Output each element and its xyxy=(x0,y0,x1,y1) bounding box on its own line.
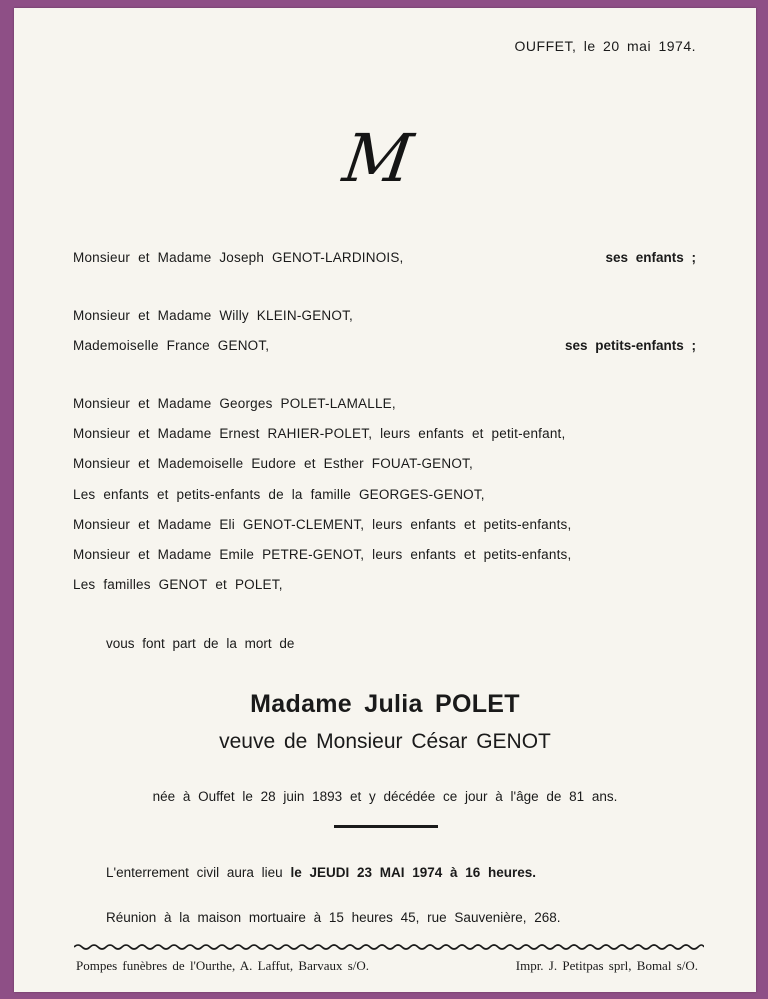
burial-date: le JEUDI 23 MAI 1974 à 16 heures. xyxy=(290,865,537,880)
reunion-line: Réunion à la maison mortuaire à 15 heures 45, rue Sauvenière, 268. xyxy=(106,910,561,925)
grandchild-line: Mademoiselle France GENOT, xyxy=(73,338,270,353)
burial-line xyxy=(106,865,536,880)
relative-line: Monsieur et Mademoiselle Eudore et Esther FOUAT-GENOT, xyxy=(73,456,473,471)
relative-line: Les familles GENOT et POLET, xyxy=(73,577,283,592)
children-label: ses enfants ; xyxy=(605,250,696,265)
footer-printer: Impr. J. Petitpas sprl, Bomal s/O. xyxy=(515,958,698,973)
announcement-intro: vous font part de la mort de xyxy=(106,636,295,651)
footer-funeral-home: Pompes funèbres de l'Ourthe, A. Laffut, Barvaux s/O. xyxy=(76,958,370,973)
deceased-subtitle: veuve de Monsieur César GENOT xyxy=(219,730,551,753)
relative-line: Monsieur et Madame Ernest RAHIER-POLET, leurs enfants et petit-enfant, xyxy=(73,426,566,441)
deceased-name: Madame Julia POLET xyxy=(250,690,520,718)
relative-line: Les enfants et petits-enfants de la famille GEORGES-GENOT, xyxy=(73,487,485,502)
grandchild-line: Monsieur et Madame Willy KLEIN-GENOT, xyxy=(73,308,353,323)
burial-prefix: L'enterrement civil aura lieu xyxy=(106,865,283,880)
children-line: Monsieur et Madame Joseph GENOT-LARDINOIS, xyxy=(73,250,404,265)
relative-line: Monsieur et Madame Eli GENOT-CLEMENT, leurs enfants et petits-enfants, xyxy=(73,517,572,532)
divider xyxy=(334,825,438,828)
relative-line: Monsieur et Madame Emile PETRE-GENOT, leurs enfants et petits-enfants, xyxy=(73,547,572,562)
date-line: OUFFET, le 20 mai 1974. xyxy=(514,38,696,54)
death-notice-card xyxy=(14,8,756,992)
wavy-divider xyxy=(74,942,704,952)
monogram: M xyxy=(338,120,418,197)
birth-death-line: née à Ouffet le 28 juin 1893 et y décédée ce jour à l'âge de 81 ans. xyxy=(152,789,618,804)
relative-line: Monsieur et Madame Georges POLET-LAMALLE, xyxy=(73,396,396,411)
grandchildren-label: ses petits-enfants ; xyxy=(564,338,696,353)
